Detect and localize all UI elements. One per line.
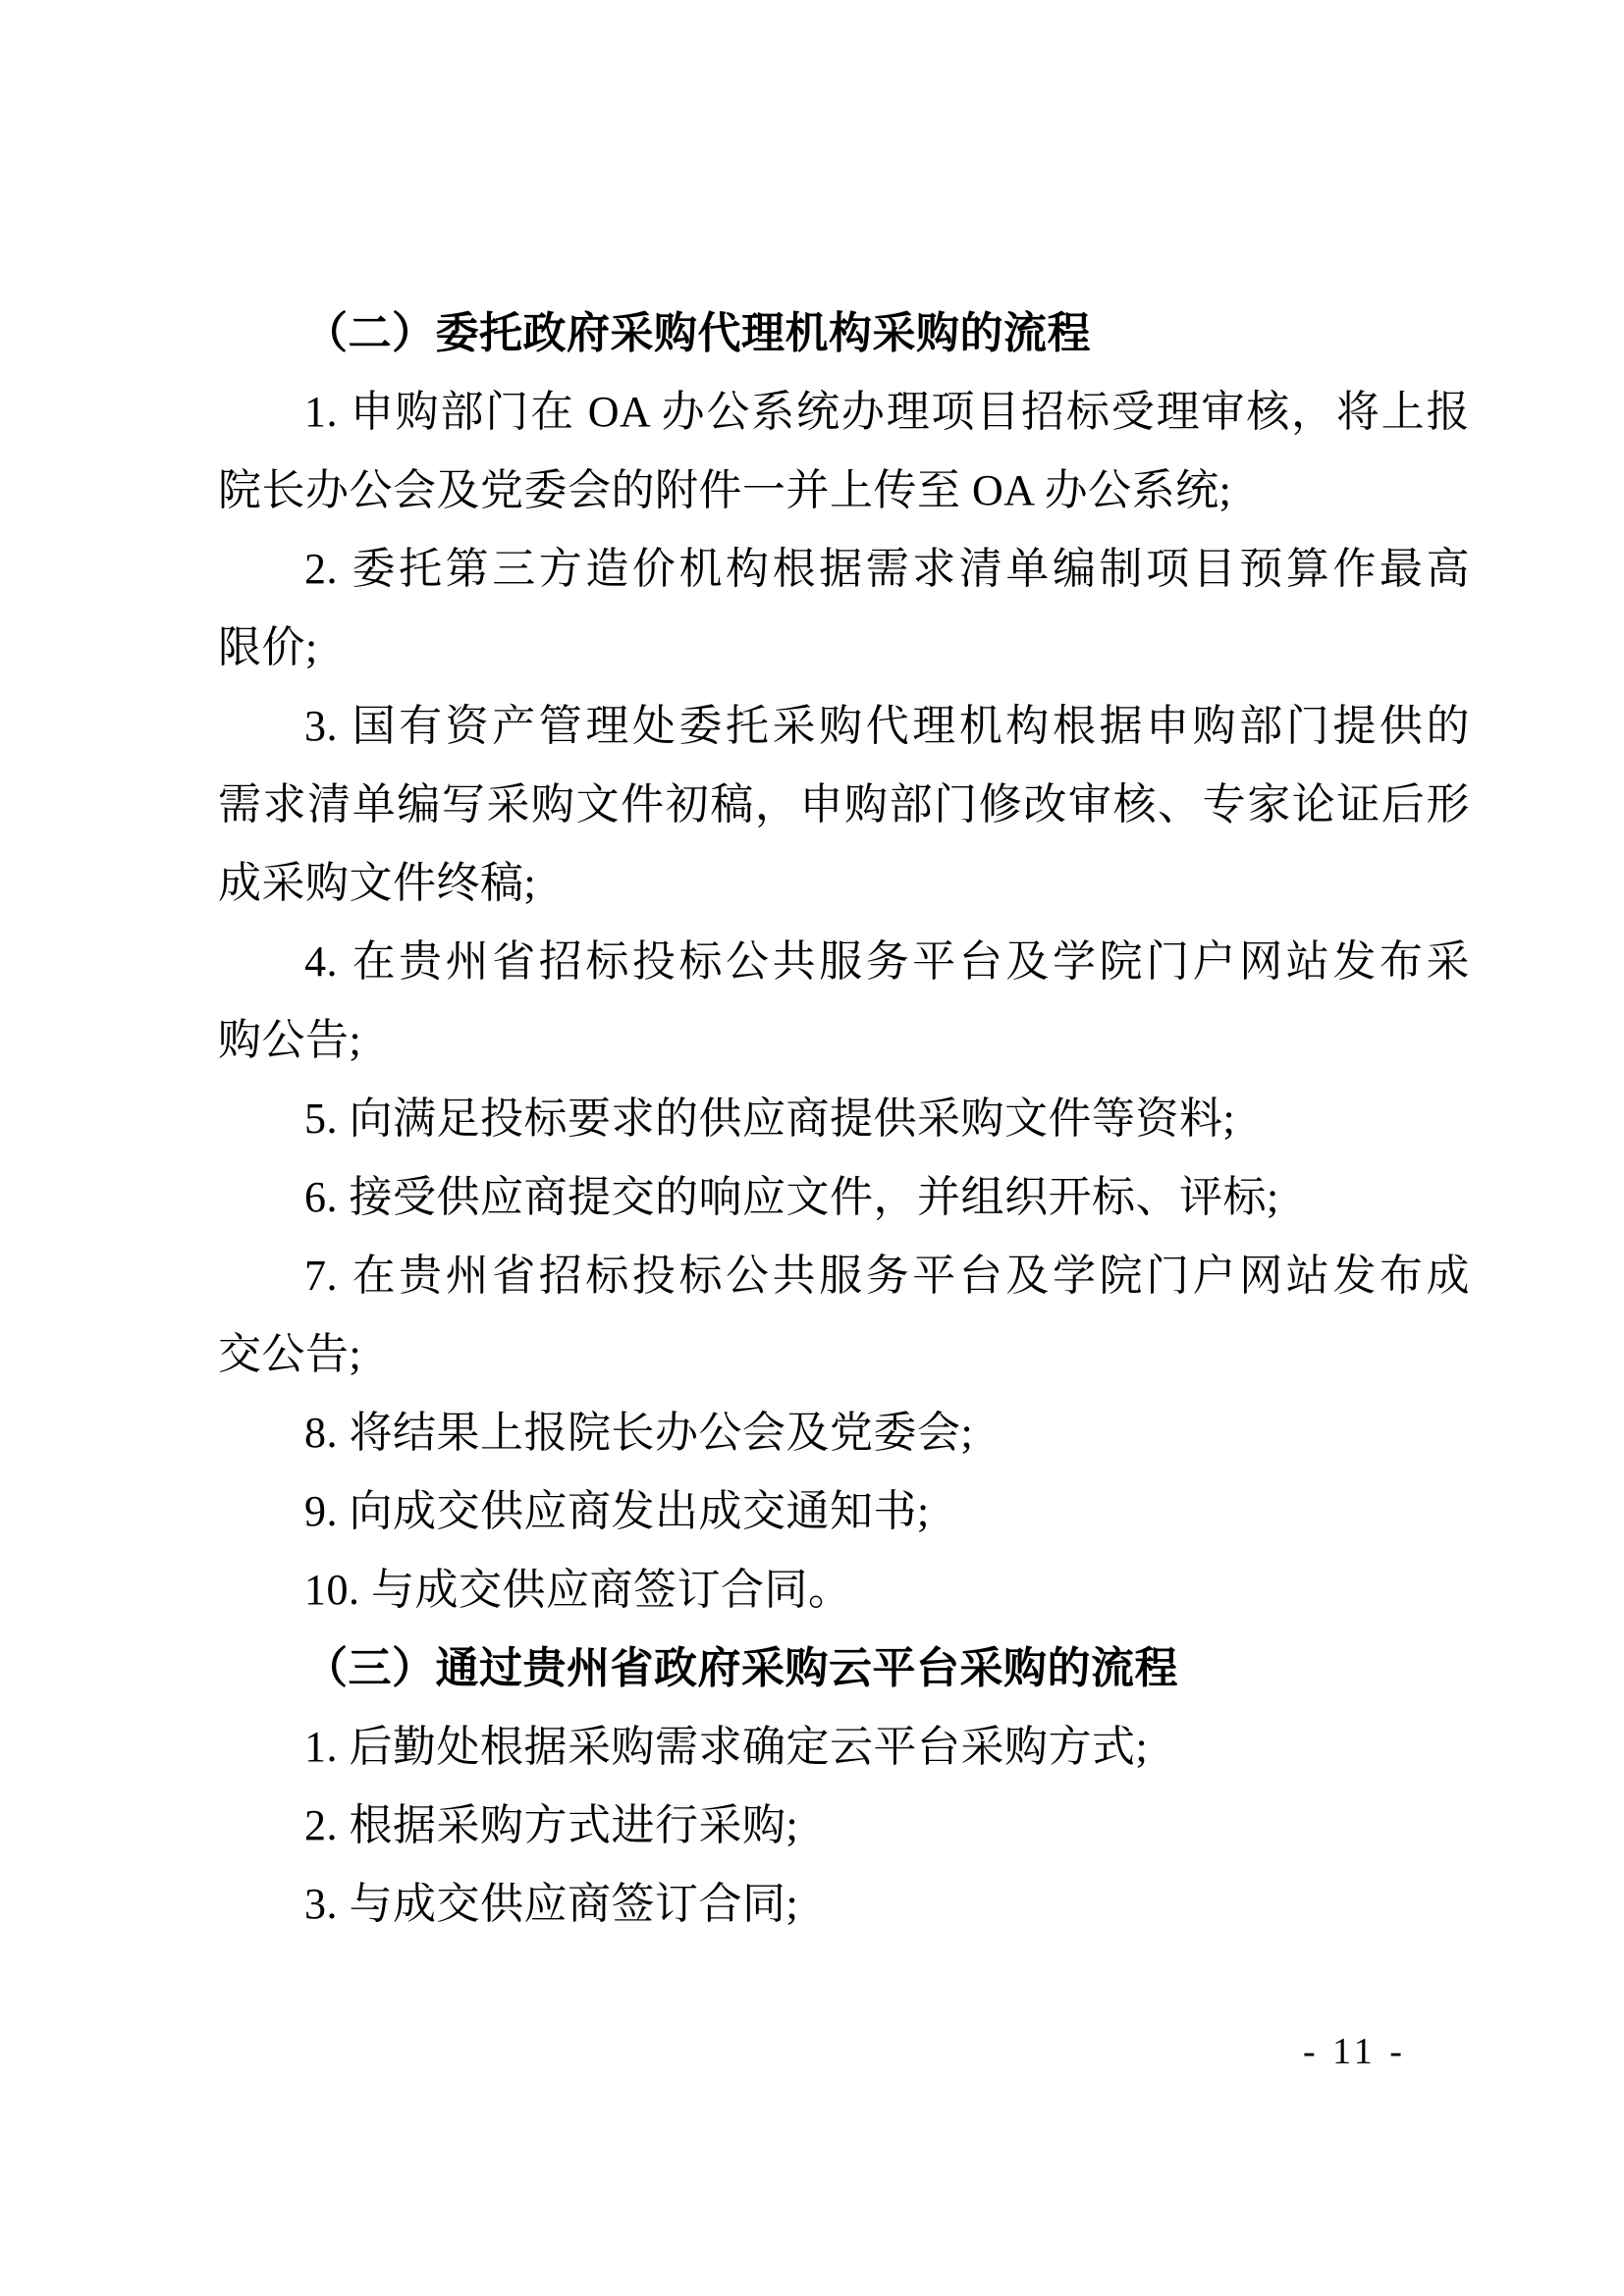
paragraph-line: 9. 向成交供应商发出成交通知书; [304,1487,930,1535]
paragraph-line: 成采购文件终稿; [218,859,537,907]
paragraph-line: 7. 在贵州省招标投标公共服务平台及学院门户网站发布成 [304,1252,1470,1300]
paragraph-line: 1. 后勤处根据采购需求确定云平台采购方式; [304,1723,1149,1771]
paragraph-line: 1. 申购部门在 OA 办公系统办理项目招标受理审核，将上报 [304,388,1470,436]
paragraph-line: 交公告; [218,1330,362,1378]
paragraph-line: 2. 委托第三方造价机构根据需求清单编制项目预算作最高 [304,545,1470,593]
paragraph [218,1472,1470,1551]
paragraph [218,687,1470,923]
paragraph-line: 2. 根据采购方式进行采购; [304,1801,799,1849]
paragraph [218,1080,1470,1158]
paragraph-line: 院长办公会及党委会的附件一并上传至 OA 办公系统; [218,466,1232,514]
page-number: - 11 - [1303,2031,1406,2072]
paragraph [218,923,1470,1080]
paragraph-line: 4. 在贵州省招标投标公共服务平台及学院门户网站发布采 [304,937,1470,986]
section-heading [218,1629,1470,1708]
section-heading [218,294,1470,373]
heading-line: （二）委托政府采购代理机构采购的流程 [304,309,1091,357]
paragraph [218,1865,1470,1944]
paragraph-line: 3. 与成交供应商签订合同; [304,1880,799,1928]
paragraph [218,1237,1470,1394]
paragraph-line: 5. 向满足投标要求的供应商提供采购文件等资料; [304,1095,1236,1143]
paragraph [218,530,1470,687]
paragraph [218,1708,1470,1787]
paragraph-line: 需求清单编写采购文件初稿，申购部门修改审核、专家论证后形 [218,780,1470,828]
paragraph [218,1787,1470,1865]
paragraph-line: 限价; [218,623,318,671]
paragraph [218,1394,1470,1472]
paragraph-line: 10. 与成交供应商签订合同。 [304,1566,852,1614]
paragraph [218,373,1470,530]
paragraph-line: 3. 国有资产管理处委托采购代理机构根据申购部门提供的 [304,702,1470,750]
heading-line: （三）通过贵州省政府采购云平台采购的流程 [304,1644,1178,1692]
paragraph-line: 8. 将结果上报院长办公会及党委会; [304,1409,974,1457]
paragraph [218,1551,1470,1629]
paragraph-line: 购公告; [218,1016,362,1064]
paragraph [218,1158,1470,1237]
document-body [218,294,1470,1944]
paragraph-line: 6. 接受供应商提交的响应文件，并组织开标、评标; [304,1173,1279,1221]
